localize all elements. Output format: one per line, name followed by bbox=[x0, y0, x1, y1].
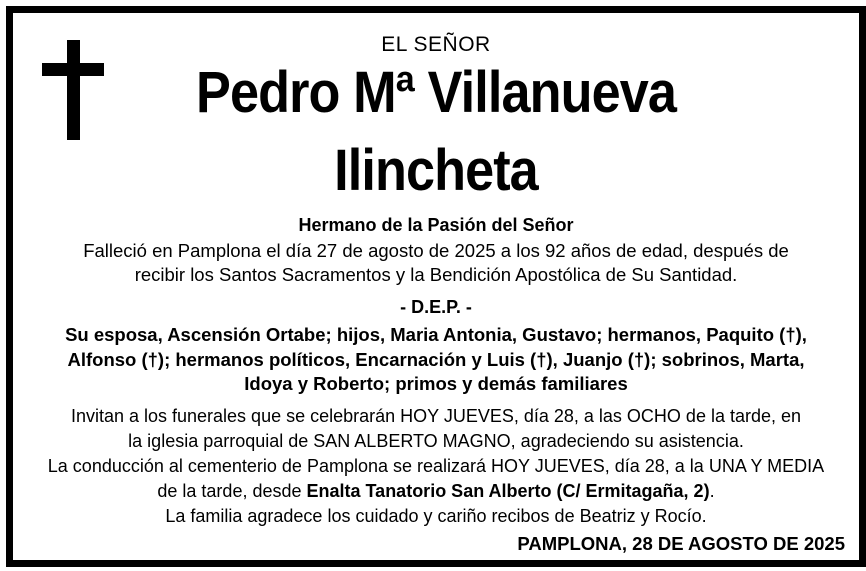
death-notice-line: Falleció en Pamplona el día 27 de agosto de 2025 a los 92 años de edad, después de bbox=[83, 240, 789, 261]
ceremony-line: la iglesia parroquial de SAN ALBERTO MAGNO, agradeciendo su asistencia. bbox=[128, 431, 744, 451]
deceased-role: Hermano de la Pasión del Señor bbox=[298, 215, 574, 235]
deceased-name-line2: Ilincheta bbox=[334, 138, 538, 203]
family-list bbox=[21, 323, 851, 397]
ceremony-line bbox=[21, 479, 851, 504]
death-notice-line: recibir los Santos Sacramentos y la Bendición Apostólica de Su Santidad. bbox=[134, 264, 738, 285]
obituary-notice bbox=[6, 6, 866, 567]
family-line: Alfonso (†); hermanos políticos, Encarnación y Luis (†), Juanjo (†); sobrinos, Marta, bbox=[67, 348, 805, 370]
ceremony-line-text: . bbox=[709, 481, 715, 501]
family-line: Su esposa, Ascensión Ortabe; hijos, Maria Antonia, Gustavo; hermanos, Paquito (†), bbox=[65, 324, 807, 345]
deceased-name-line1: Pedro Mª Villanueva bbox=[196, 60, 676, 125]
death-notice bbox=[21, 239, 851, 287]
funeral-home-address: Enalta Tanatorio San Alberto (C/ Ermitagaña, 2) bbox=[306, 481, 710, 501]
ceremony-line: Invitan a los funerales que se celebrarán HOY JUEVES, día 28, a las OCHO de la tarde, en bbox=[70, 406, 802, 426]
ceremony-line-text: de la tarde, desde bbox=[157, 481, 307, 501]
ceremony-details bbox=[21, 404, 851, 529]
title-prefix: EL SEÑOR bbox=[381, 33, 491, 56]
ceremony-line: La familia agradece los cuidado y cariño recibos de Beatriz y Rocío. bbox=[165, 506, 707, 526]
place-date-footer: PAMPLONA, 28 DE AGOSTO DE 2025 bbox=[517, 533, 845, 554]
dep-label: - D.E.P. - bbox=[400, 297, 472, 317]
family-line: Idoya y Roberto; primos y demás familiares bbox=[244, 373, 628, 394]
ceremony-line: La conducción al cementerio de Pamplona se realizará HOY JUEVES, día 28, a la UNA Y MEDIA bbox=[47, 456, 825, 476]
